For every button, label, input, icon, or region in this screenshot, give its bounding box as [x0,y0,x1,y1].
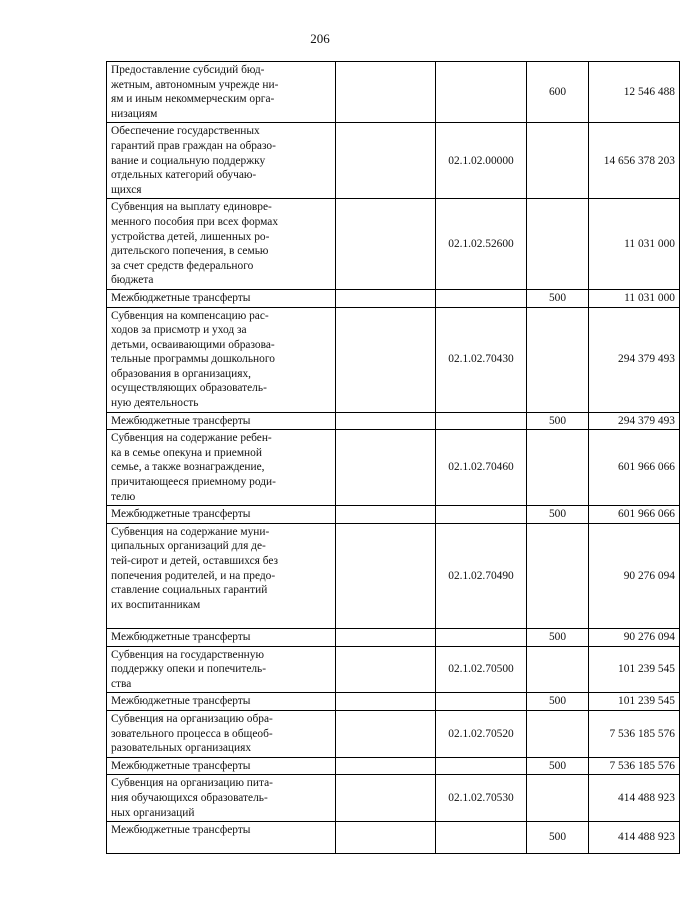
row-name-line: образования в организациях, [111,367,251,380]
row-name-line: их воспитанникам [111,598,201,611]
table-row [107,123,680,199]
row-name-line: Межбюджетные трансферты [111,759,251,772]
expense-type-cell [527,775,589,822]
budget-table-body [107,62,680,854]
amount-cell: 414 488 923 [589,775,680,822]
row-name-line: Субвенция на выплату единовре- [111,201,272,214]
row-name-line: жетным, автономным учрежде ни- [111,78,279,91]
empty-cell [336,646,436,693]
target-code-cell: 02.1.02.00000 [436,123,527,199]
row-name-line: Межбюджетные трансферты [111,630,251,643]
row-name-cell [107,412,336,430]
target-code-cell: 02.1.02.70530 [436,775,527,822]
row-name-line: вание и социальную поддержку [111,154,266,167]
row-name-cell [107,757,336,775]
expense-type-cell: 500 [527,412,589,430]
row-name-line: телю [111,490,136,503]
row-name-line: за счет средств федерального [111,259,254,272]
empty-cell [336,307,436,412]
row-name-line: Субвенция на компенсацию рас- [111,309,269,322]
row-name-line: Субвенция на организацию пита- [111,777,273,790]
row-name-line: ходов за присмотр и уход за [111,324,247,337]
amount-cell: 90 276 094 [589,628,680,646]
row-name-line: Межбюджетные трансферты [111,824,251,837]
empty-cell [336,199,436,290]
row-name-line: бюджета [111,274,154,287]
row-name-cell [107,646,336,693]
expense-type-cell: 500 [527,506,589,524]
amount-cell: 90 276 094 [589,523,680,628]
target-code-cell [436,693,527,711]
empty-cell [336,506,436,524]
row-name-cell [107,710,336,757]
row-name-line: поддержку опеки и попечитель- [111,663,267,676]
row-name-line: Межбюджетные трансферты [111,414,251,427]
target-code-cell: 02.1.02.70490 [436,523,527,628]
target-code-cell [436,757,527,775]
row-name-line: Межбюджетные трансферты [111,695,251,708]
page-number: 206 [310,31,330,46]
row-name-cell [107,430,336,506]
table-row [107,628,680,646]
row-name-line: детьми, осваивающими образова- [111,338,275,351]
expense-type-cell [527,646,589,693]
amount-cell: 11 031 000 [589,199,680,290]
row-name-cell [107,523,336,628]
table-row [107,646,680,693]
row-name-line: зовательного процесса в общеоб- [111,727,273,740]
row-name-cell [107,307,336,412]
row-name-line: тельные программы дошкольного [111,353,275,366]
row-name-line: устройства детей, лишенных ро- [111,230,270,243]
amount-cell: 7 536 185 576 [589,757,680,775]
amount-cell: 294 379 493 [589,307,680,412]
target-code-cell [436,628,527,646]
row-name-line: Обеспечение государственных [111,125,260,138]
table-row [107,62,680,123]
row-name-line: щихся [111,183,142,196]
target-code-cell [436,506,527,524]
row-name-line: менного пособия при всех формах [111,215,279,228]
row-name-line: Субвенция на организацию обра- [111,712,273,725]
target-code-cell [436,289,527,307]
expense-type-cell: 500 [527,757,589,775]
empty-cell [336,62,436,123]
empty-cell [336,628,436,646]
expense-type-cell: 500 [527,822,589,854]
row-name-cell [107,506,336,524]
table-row [107,412,680,430]
empty-cell [336,289,436,307]
row-name-line: ную деятельность [111,397,199,410]
table-row [107,757,680,775]
row-name-line: гарантий прав граждан на образо- [111,139,276,152]
table-row [107,307,680,412]
empty-cell [336,523,436,628]
budget-table [106,61,680,854]
row-name-cell [107,822,336,854]
row-name-line: Межбюджетные трансферты [111,291,251,304]
amount-cell: 414 488 923 [589,822,680,854]
row-name-line: дительского попечения, в семью [111,245,269,258]
expense-type-cell [527,199,589,290]
row-name-line: осуществляющих образователь- [111,382,267,395]
expense-type-cell [527,710,589,757]
target-code-cell [436,412,527,430]
empty-cell [336,123,436,199]
row-name-cell [107,123,336,199]
row-name-cell [107,289,336,307]
expense-type-cell: 500 [527,693,589,711]
expense-type-cell [527,307,589,412]
row-name-line: ципальных организаций для де- [111,540,266,553]
target-code-cell [436,822,527,854]
amount-cell: 601 966 066 [589,506,680,524]
expense-type-cell [527,430,589,506]
expense-type-cell [527,523,589,628]
row-name-line: тей-сирот и детей, оставшихся без [111,555,279,567]
empty-cell [336,693,436,711]
row-name-line [111,838,331,853]
table-row [107,693,680,711]
amount-cell: 12 546 488 [589,62,680,123]
table-row [107,710,680,757]
row-name-line: попечения родителей, и на предо- [111,569,276,582]
empty-cell [336,430,436,506]
row-name-cell [107,62,336,123]
target-code-cell [436,62,527,123]
row-name-line: Межбюджетные трансферты [111,508,251,521]
empty-cell [336,710,436,757]
amount-cell: 601 966 066 [589,430,680,506]
empty-cell [336,775,436,822]
row-name-line: ям и иным некоммерческим орга- [111,93,275,106]
amount-cell: 101 239 545 [589,646,680,693]
amount-cell: 7 536 185 576 [589,710,680,757]
row-name-line: Предоставление субсидий бюд- [111,64,265,76]
row-name-line: разовательных организациях [111,742,252,755]
target-code-cell: 02.1.02.70520 [436,710,527,757]
row-name-line: ставление социальных гарантий [111,584,268,597]
row-name-line: Субвенция на содержание ребен- [111,432,272,445]
amount-cell: 101 239 545 [589,693,680,711]
row-name-line: ства [111,677,132,690]
row-name-line: Субвенция на государственную [111,648,264,661]
row-name-line [111,612,331,627]
expense-type-cell [527,123,589,199]
expense-type-cell: 500 [527,628,589,646]
row-name-line: причитающееся приемному роди- [111,476,276,489]
table-row [107,430,680,506]
expense-type-cell: 600 [527,62,589,123]
table-row [107,523,680,628]
target-code-cell: 02.1.02.70430 [436,307,527,412]
table-row [107,506,680,524]
row-name-cell [107,628,336,646]
target-code-cell: 02.1.02.70460 [436,430,527,506]
target-code-cell: 02.1.02.70500 [436,646,527,693]
table-row [107,199,680,290]
amount-cell: 14 656 378 203 [589,123,680,199]
row-name-line: семье, а также вознаграждение, [111,461,265,474]
table-row [107,289,680,307]
row-name-line: ка в семье опекуна и приемной [111,446,262,459]
target-code-cell: 02.1.02.52600 [436,199,527,290]
amount-cell: 294 379 493 [589,412,680,430]
row-name-cell [107,775,336,822]
row-name-line: ных организаций [111,806,195,819]
row-name-cell [107,199,336,290]
row-name-line: Субвенция на содержание муни- [111,525,270,538]
table-row [107,822,680,854]
table-row [107,775,680,822]
row-name-line: ния обучающихся образователь- [111,791,268,804]
row-name-line: низациям [111,107,158,120]
empty-cell [336,412,436,430]
empty-cell [336,822,436,854]
expense-type-cell: 500 [527,289,589,307]
row-name-cell [107,693,336,711]
row-name-line: отдельных категорий обучаю- [111,169,257,182]
empty-cell [336,757,436,775]
amount-cell: 11 031 000 [589,289,680,307]
